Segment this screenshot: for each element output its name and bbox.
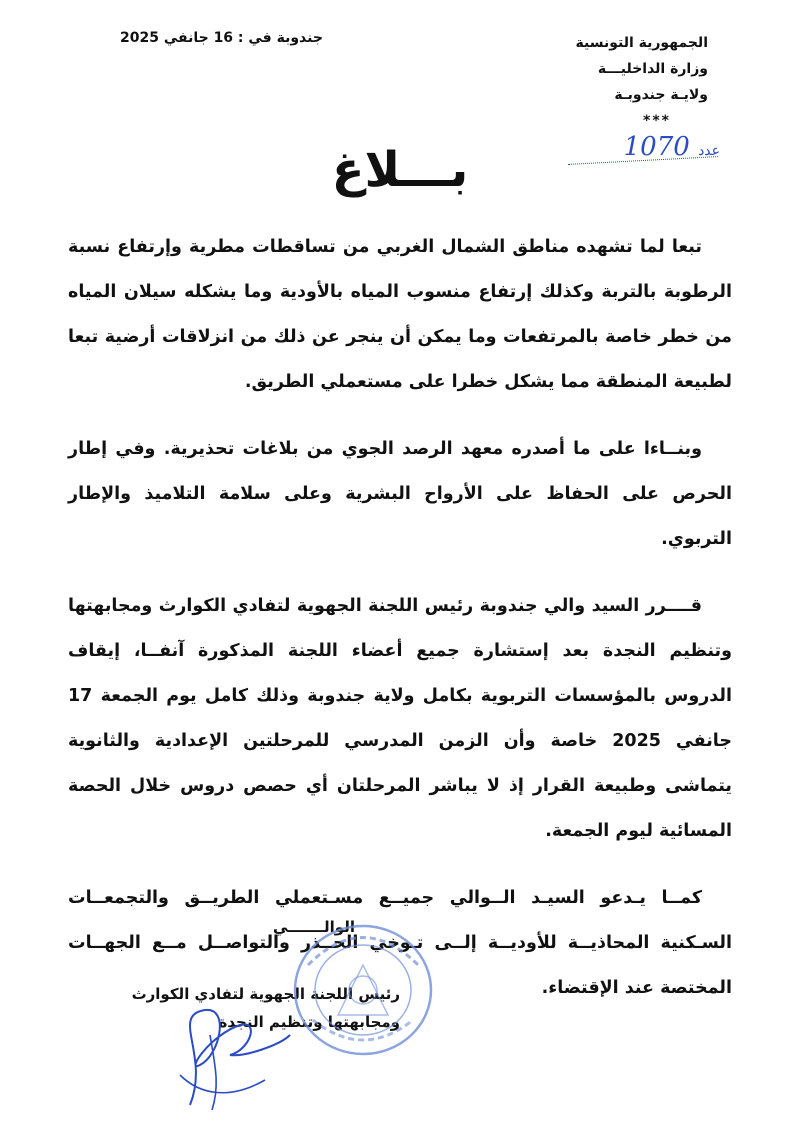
letterhead <box>488 30 708 134</box>
paragraph-2: وبنــاءا على ما أصدره معهد الرصد الجوي من بلاغات تحذيرية. وفي إطار الحرص على الحفاظ على الأرواح البشرية وعلى سلامة التلاميذ والإطار التربوي. <box>68 439 732 549</box>
official-stamp <box>288 920 438 1060</box>
signatory-role-line-1: رئيس اللجنة الجهوية لتفادي الكوارث <box>131 985 400 1003</box>
ministry-name: وزارة الداخليـــة <box>597 61 708 77</box>
handwritten-signature <box>150 995 300 1115</box>
paragraph-1: تبعا لما تشهده مناطق الشمال الغربي من تساقطات مطرية وإرتفاع نسبة الرطوبة بالتربة وكذلك إرتفاع منسوب المياه بالأودية وما يشكله سيلان المياه من خطر خاصة بالمرتفعات وما يمكن أن ينجر عن ذلك من انزلاقات أرضية تبعا لطبيعة المنطقة مما يشكل خطرا على مستعملي الطريق. <box>68 237 732 392</box>
date-line: جندوبة في : 16 جانفي 2025 <box>120 30 323 46</box>
page-title: بـــلاغ <box>331 142 469 198</box>
paragraph-3: قــــرر السيد والي جندوبة رئيس اللجنة الجهوية لتفادي الكوارث ومجابهتها وتنظيم النجدة بعد إستشارة جميع أعضاء اللجنة المذكورة آنفــا، إيقاف الدروس بالمؤسسات التربوية بكامل ولاية جندوبة وذلك كامل يوم الجمعة 17 جانفي 2025 خاصة وأن الزمن المدرسي للمرحلتين الإعدادية والثانوية يتماشى وطبيعة القرار إذ لا يباشر المرحلتان أي حصص دروس خلال الحصة المسائية ليوم الجمعة. <box>68 596 732 841</box>
signatory-role-line-2: ومجابهتها وتنظيم النجدة <box>218 1013 400 1031</box>
paragraph-4: كمــا يـدعو السيـد الــوالي جميــع مسـتعملي الطريــق والتجمعــات السـكنية المحاذيــة للأوديــة إلــى تـوخي الحــذر والتواصــل مــع الجهــات المختصة عند الإقتضاء. <box>68 888 732 998</box>
document-body <box>68 225 732 1033</box>
reference-number-value: 1070 <box>623 132 690 162</box>
republic-name: الجمهورية التونسية <box>575 35 708 51</box>
reference-prefix: عدد <box>698 143 720 159</box>
governorate-name: ولايـة جندوبـة <box>614 87 708 103</box>
header-stars: *** <box>643 113 671 129</box>
signatory-title: الوالـــــــي <box>272 918 355 936</box>
